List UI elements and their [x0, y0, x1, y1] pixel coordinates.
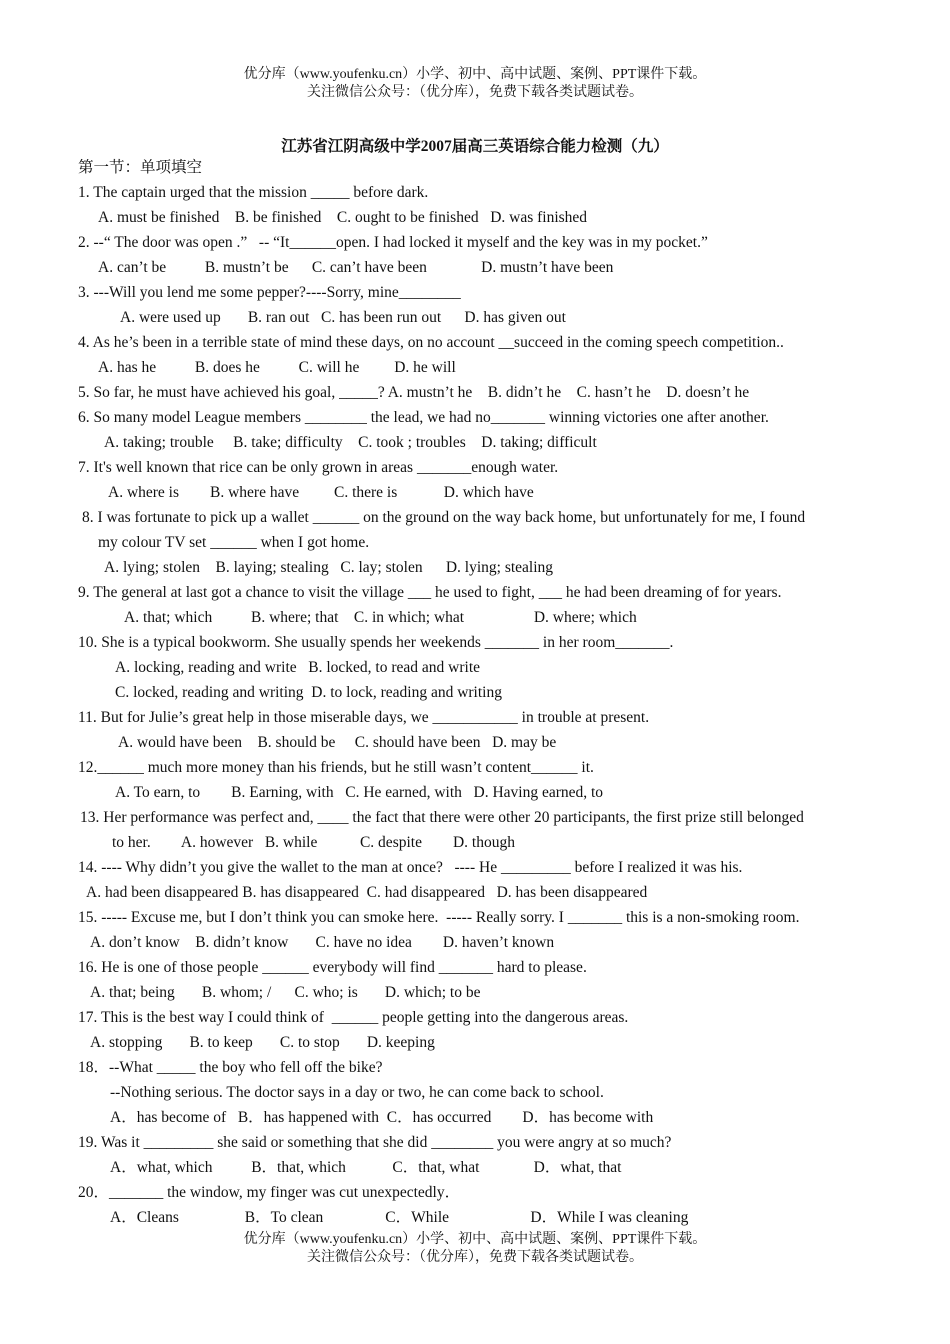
options-line: to her. A. however B. while C. despite D. though: [112, 834, 515, 851]
page-title: 江苏省江阴高级中学2007届高三英语综合能力检测（九）: [281, 138, 669, 155]
question-line: 5. So far, he must have achieved his goal, _____? A. mustn’t he B. didn’t he C. hasn’t he D. doesn’t he: [78, 384, 750, 401]
question-line: 2. --“ The door was open .” -- “It______open. I had locked it myself and the key was in my pocket.”: [78, 234, 708, 251]
header-line-1: 优分库（www.youfenku.cn）小学、初中、高中试题、案例、PPT课件下载。: [243, 67, 707, 82]
question-line: 11. But for Julie’s great help in those miserable days, we ___________ in trouble at present.: [78, 709, 650, 726]
question-line-continued: my colour TV set ______ when I got home.: [98, 534, 370, 551]
options-line: A．Cleans B．To clean C．While D．While I was cleaning: [110, 1209, 689, 1226]
section-heading: 第一节：单项填空: [78, 159, 203, 176]
question-line: 17. This is the best way I could think of ______ people getting into the dangerous areas.: [78, 1009, 629, 1026]
question-line: 12.______ much more money than his friends, but he still wasn’t content______ it.: [78, 759, 594, 776]
options-line: A. lying; stolen B. laying; stealing C. lay; stolen D. lying; stealing: [104, 559, 554, 576]
question-line: 7. It's well known that rice can be only grown in areas _______enough water.: [78, 459, 559, 476]
question-line-continued: --Nothing serious. The doctor says in a day or two, he can come back to school.: [110, 1084, 604, 1101]
options-line: A. stopping B. to keep C. to stop D. keeping: [90, 1034, 435, 1051]
question-line: 4. As he’s been in a terrible state of mind these days, on no account __succeed in the coming speech competition..: [78, 334, 784, 351]
options-line: A．has become of B．has happened with C．has occurred D．has become with: [110, 1109, 654, 1126]
options-line: A. that; being B. whom; / C. who; is D. which; to be: [90, 984, 481, 1001]
question-line: 13. Her performance was perfect and, ____ the fact that there were other 20 participants, the first prize still belonged: [80, 809, 804, 826]
options-line: A．what, which B．that, which C．that, what D．what, that: [110, 1159, 622, 1176]
options-line: A. that; which B. where; that C. in which; what D. where; which: [124, 609, 637, 626]
question-line: 9. The general at last got a chance to visit the village ___ he used to fight, ___ he had been dreaming of for years.: [78, 584, 782, 601]
options-line: A. To earn, to B. Earning, with C. He earned, with D. Having earned, to: [115, 784, 604, 801]
options-line: C. locked, reading and writing D. to lock, reading and writing: [115, 684, 502, 701]
header-line-2: 关注微信公众号：（优分库），免费下载各类试题试卷。: [307, 85, 643, 100]
footer-line-1: 优分库（www.youfenku.cn）小学、初中、高中试题、案例、PPT课件下载。: [243, 1232, 707, 1247]
question-line: 3. ---Will you lend me some pepper?----Sorry, mine________: [78, 284, 461, 301]
options-line: A. would have been B. should be C. should have been D. may be: [118, 734, 557, 751]
options-line: A. can’t be B. mustn’t be C. can’t have been D. mustn’t have been: [98, 259, 614, 276]
question-line: 20．_______ the window, my finger was cut unexpectedly．: [78, 1184, 461, 1201]
options-line: A. where is B. where have C. there is D. which have: [108, 484, 534, 501]
question-line: 19. Was it _________ she said or something that she did ________ you were angry at so much?: [78, 1134, 672, 1151]
question-line: 6. So many model League members ________ the lead, we had no_______ winning victories one after another.: [78, 409, 769, 426]
options-line: A. were used up B. ran out C. has been run out D. has given out: [120, 309, 566, 326]
options-line: A. had been disappeared B. has disappeared C. had disappeared D. has been disappeared: [86, 884, 648, 901]
question-line: 8. I was fortunate to pick up a wallet ______ on the ground on the way back home, but unfortunately for me, I found: [82, 509, 806, 526]
question-line: 14. ---- Why didn’t you give the wallet to the man at once? ---- He _________ before I realized it was his.: [78, 859, 743, 876]
options-line: A. locking, reading and write B. locked, to read and write: [115, 659, 480, 676]
question-line: 16. He is one of those people ______ everybody will find _______ hard to please.: [78, 959, 587, 976]
options-line: A. has he B. does he C. will he D. he will: [98, 359, 456, 376]
question-line: 10. She is a typical bookworm. She usually spends her weekends _______ in her room_______.: [78, 634, 674, 651]
footer-line-2: 关注微信公众号：（优分库），免费下载各类试题试卷。: [307, 1250, 643, 1265]
question-line: 18．--What _____ the boy who fell off the bike?: [78, 1059, 383, 1076]
question-line: 15. ----- Excuse me, but I don’t think you can smoke here. ----- Really sorry. I _______ this is a non-smoking room.: [78, 909, 800, 926]
question-line: 1. The captain urged that the mission _____ before dark.: [78, 184, 429, 201]
options-line: A. don’t know B. didn’t know C. have no idea D. haven’t known: [90, 934, 555, 951]
options-line: A. must be finished B. be finished C. ought to be finished D. was finished: [98, 209, 588, 226]
options-line: A. taking; trouble B. take; difficulty C. took ; troubles D. taking; difficult: [104, 434, 597, 451]
